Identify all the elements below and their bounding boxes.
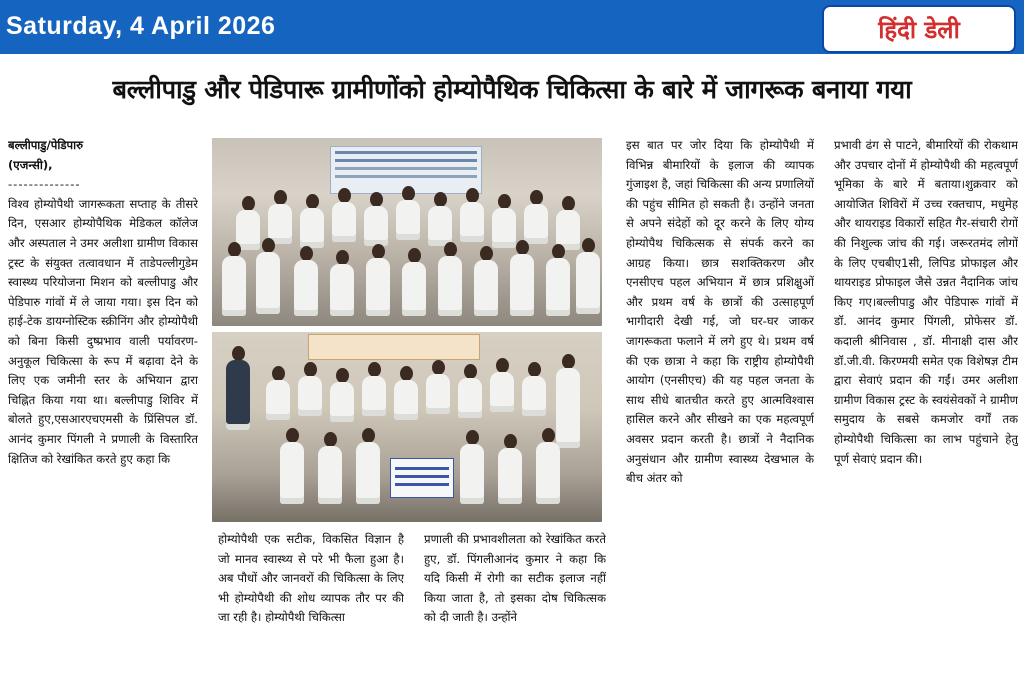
article-column-4 xyxy=(424,530,606,680)
dateline-place: बल्लीपाडु/पेडिपारु xyxy=(8,138,84,152)
column-5-text: इस बात पर जोर दिया कि होम्योपैथी में विभिन्न बीमारियों के इलाज की व्यापक गुंजाइश है, जहां चिकित्सा की अन्य प्रणालियों की पहुंच सीमित हो सकती है। उन्होंने जनता से अपने संदेहों को दूर करने के लिए योग्य होम्योपैथ चिकित्सक से संपर्क करने का आग्रह किया। छात्र सशक्तिकरण और एनसीएच पहल अभियान में छात्र प्रशिक्षुओं और प्रथम वर्ष के छात्रों की उत्साहपूर्ण भागीदारी देखी गई, जो घर-घर जाकर जागरूकता फलाने में लगे हुए थे। प्रथम वर्ष की एक छात्रा ने कहा कि राष्ट्रीय होम्योपैथी आयोग (एनसीएच) की यह पहल जनता के साथ सीधे बातचीत करते हुए आत्मविश्वास हासिल करने और सीखने का एक महत्वपूर्ण अवसर प्रदान करती है। छात्रों ने नैदानिक अनुसंधान और ग्रामीण स्वास्थ्य देखभाल के बीच अंतर को xyxy=(626,138,814,486)
article-column-1 xyxy=(8,136,198,682)
logo-text: हिंदी डेली xyxy=(878,15,960,44)
dateline-agency: (एजन्सी), xyxy=(8,157,53,172)
news-photo-1 xyxy=(212,138,602,326)
article-column-3 xyxy=(218,530,404,680)
masthead-bar xyxy=(0,0,1024,54)
column-1-text: विश्व होम्योपैथी जागरूकता सप्ताह के तीसरे दिन, एसआर होम्योपैथिक मेडिकल कॉलेज और अस्पताल ने उमर अलीशा ग्रामीण विकास ट्रस्ट के संयुक्त तत्वावधान में ताडेपल्लीगुडेम स्वास्थ्य परियोजना मिशन को बल्लीपाडु और पेडिपारु गांवों में ले जाया गया। इस दिन को हाई-टेक डायग्नोस्टिक स्क्रीनिंग और होम्योपैथी को बिना किसी दुष्प्रभाव वाली पर्यावरण-अनुकूल चिकित्सा के रूप में बढ़ावा देने के लिए एक जमीनी स्तर के अभियान द्वारा चिह्नित किया गया था। बल्लीपाडु शिविर में बोलते हुए,एसआरएचएमसी के प्रिंसिपल डॉ. आनंद कुमार पिंगली ने प्रणाली के विस्तारित क्षितिज को रेखांकित करते हुए कहा कि xyxy=(8,196,198,466)
edition-date: Saturday, 4 April 2026 xyxy=(6,12,276,40)
article-column-5 xyxy=(626,136,814,682)
article-column-6 xyxy=(834,136,1018,682)
column-4-text: प्रणाली की प्रभावशीलता को रेखांकित करते हुए, डॉ. पिंगलीआनंद कुमार ने कहा कि यदि किसी में रोगी का सटीक इलाज नहीं किया जाता है, तो इसका दोष चिकित्सक को दी जाती है। उन्होंने xyxy=(424,532,606,625)
column-6-text: प्रभावी ढंग से पाटने, बीमारियों की रोकथाम और उपचार दोनों में होम्योपैथी की महत्वपूर्ण भूमिका के बारे में बताया।शुक्रवार को आयोजित शिविरों में उच्च रक्तचाप, मधुमेह और थायराइड विकारों सहित गैर-संचारी रोगों की निशुल्क जांच की गई। जरूरतमंद लोगों के लिए एचबीए1सी, लिपिड प्रोफाइल और थायराइड प्रोफाइल जैसे उन्नत नैदानिक जांच किए गए।बल्लीपाडु और पेडिपारू गांवों में डॉ. आनंद कुमार पिंगली, प्रोफेसर डॉ. कदाली श्रीनिवास , डॉ. मीनाक्षी दास और डॉ.जी.वी. किरण्मयी समेत एक विशेषज्ञ टीम द्वारा सेवाएं प्रदान की गईं। उमर अलीशा ग्रामीण विकास ट्रस्ट के स्वयंसेवकों ने ग्रामीण समुदाय के सबसे कमजोर वर्गों तक होम्योपैथी चिकित्सा का लाभ पहुंचाने हेतु पूर्ण सेवाएं प्रदान की। xyxy=(834,138,1018,466)
dateline-separator: -------------- xyxy=(8,177,81,192)
event-banner-2 xyxy=(308,334,480,360)
column-3-text: होम्योपैथी एक सटीक, विकसित विज्ञान है जो मानव स्वास्थ्य से परे भी फैला हुआ है। अब पौधों और जानवरों की चिकित्सा के लिए भी होम्योपैथी की शोध व्यापक तौर पर की जा रही है। होम्योपैथी चिकित्सा xyxy=(218,532,404,625)
article-headline: बल्लीपाडु और पेडिपारू ग्रामीणोंको होम्योपैथिक चिकित्सा के बारे में जागरूक बनाया गया xyxy=(112,75,912,105)
news-photo-2 xyxy=(212,332,602,522)
college-signboard xyxy=(390,458,454,498)
newspaper-logo xyxy=(822,5,1016,53)
